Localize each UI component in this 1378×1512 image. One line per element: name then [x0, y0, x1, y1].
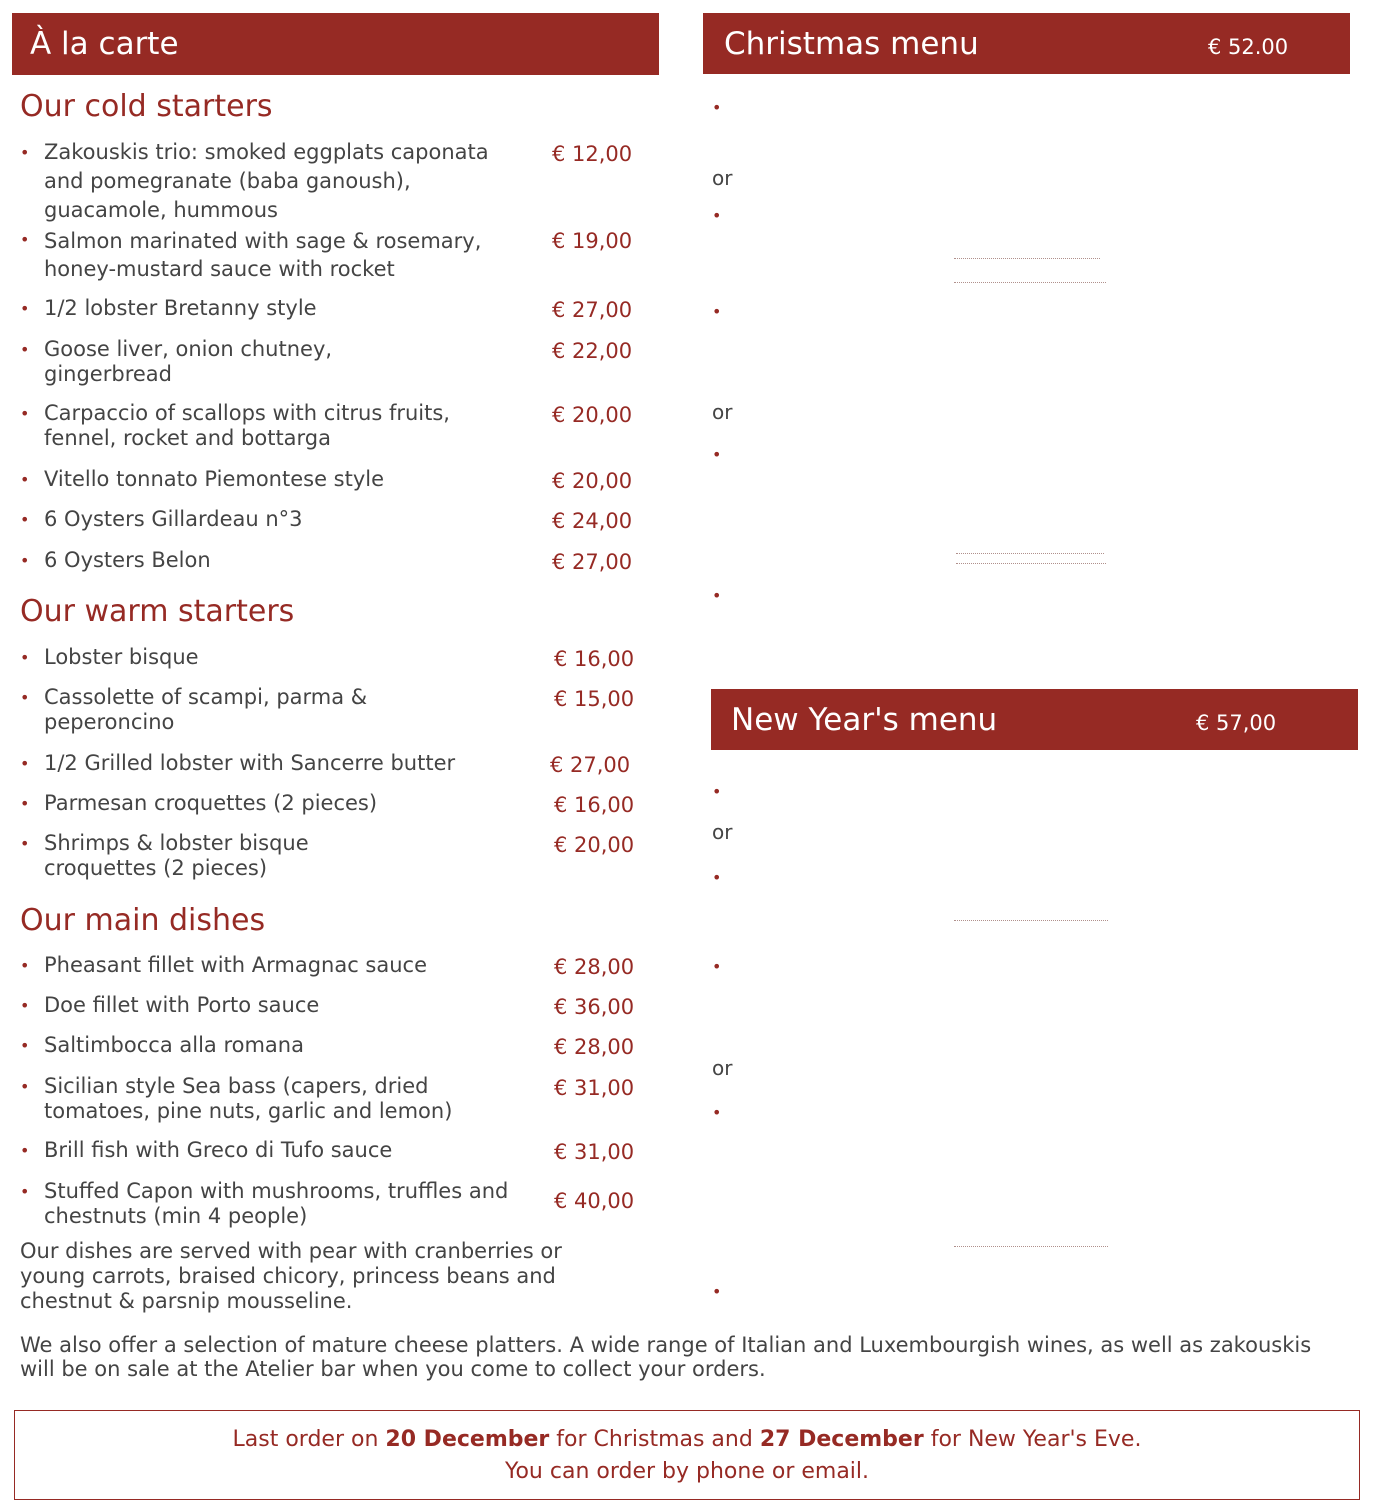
sides-note: Our dishes are served with pear with cranberries or young carrots, braised chicory, princess beans and chestnut & parsnip mousseline. [20, 1239, 562, 1313]
or-separator: or [712, 400, 733, 424]
item-price: € 40,00 [554, 1189, 635, 1213]
deadline-text: for Christmas and [549, 1427, 760, 1452]
a-la-carte-title: À la carte [30, 26, 179, 62]
new-year-menu-title: New Year's menu [731, 702, 998, 738]
item-price: € 27,00 [550, 753, 631, 777]
item-name: Brill fish with Greco di Tufo sauce [44, 1138, 393, 1162]
item-price: € 24,00 [552, 509, 633, 533]
bullet-icon: • [20, 1182, 30, 1201]
order-deadline-box [14, 1410, 1360, 1500]
bullet-icon: • [20, 230, 30, 249]
item-name: Doe fillet with Porto sauce [44, 993, 320, 1017]
item-price: € 36,00 [554, 995, 635, 1019]
new-year-menu-price: € 57,00 [1196, 711, 1277, 735]
bullet-icon: • [712, 1282, 722, 1301]
item-name: Sicilian style Sea bass (capers, dried tomatoes, pine nuts, garlic and lemon) [44, 1074, 453, 1123]
bullet-icon: • [712, 302, 722, 321]
divider [956, 563, 1106, 564]
bullet-icon: • [20, 834, 30, 853]
bullet-icon: • [20, 404, 30, 423]
new-year-menu-header [711, 689, 1358, 750]
christmas-menu-header [703, 13, 1350, 74]
order-deadline-text [15, 1429, 1359, 1451]
divider [954, 282, 1106, 283]
bullet-icon: • [20, 340, 30, 359]
item-name: Zakouskis trio: smoked eggplats caponata and pomegranate (baba ganoush), guacamole, hummous [44, 140, 489, 222]
bullet-icon: • [20, 1077, 30, 1096]
item-name: 1/2 lobster Bretanny style [44, 296, 317, 320]
bullet-icon: • [20, 1036, 30, 1055]
item-price: € 20,00 [554, 833, 635, 857]
item-price: € 19,00 [552, 229, 633, 253]
item-name: Pheasant fillet with Armagnac sauce [44, 953, 428, 977]
deadline-text: Last order on [232, 1427, 386, 1452]
bullet-icon: • [20, 688, 30, 707]
bullet-icon: • [20, 754, 30, 773]
item-name: 6 Oysters Belon [44, 548, 211, 572]
new-year-deadline-date: 27 December [759, 1427, 924, 1452]
christmas-menu-title: Christmas menu [724, 26, 979, 62]
bullet-icon: • [20, 956, 30, 975]
item-price: € 12,00 [552, 142, 633, 166]
divider [954, 1246, 1108, 1247]
bullet-icon: • [20, 648, 30, 667]
item-name: Vitello tonnato Piemontese style [44, 467, 385, 491]
bullet-icon: • [712, 957, 722, 976]
item-name: Salmon marinated with sage & rosemary, honey-mustard sauce with rocket [44, 229, 482, 281]
bullet-icon: • [712, 868, 722, 887]
bullet-icon: • [712, 98, 722, 117]
item-price: € 31,00 [554, 1076, 635, 1100]
item-name: Goose liver, onion chutney, gingerbread [44, 337, 333, 386]
cheese-note: We also offer a selection of mature cheese platters. A wide range of Italian and Luxembourgish wines, as well as zakouskis will be on sale at the Atelier bar when you come to collect your orders. [20, 1333, 1312, 1381]
divider [954, 920, 1108, 921]
item-price: € 22,00 [552, 339, 633, 363]
divider [954, 258, 1100, 259]
or-separator: or [712, 166, 733, 190]
warm-starters-heading: Our warm starters [20, 594, 295, 629]
bullet-icon: • [20, 794, 30, 813]
a-la-carte-header [12, 13, 659, 75]
item-price: € 15,00 [554, 687, 635, 711]
order-contact-text: You can order by phone or email. [504, 1459, 870, 1484]
item-name: Parmesan croquettes (2 pieces) [44, 791, 378, 815]
or-separator: or [712, 1056, 733, 1080]
item-price: € 27,00 [552, 298, 633, 322]
bullet-icon: • [20, 143, 30, 162]
bullet-icon: • [20, 299, 30, 318]
main-dishes-heading: Our main dishes [20, 903, 266, 938]
item-name: Saltimbocca alla romana [44, 1033, 304, 1057]
deadline-text: for New Year's Eve. [923, 1427, 1142, 1452]
cold-starters-heading: Our cold starters [20, 89, 273, 124]
item-name: Stuffed Capon with mushrooms, truffles and chestnuts (min 4 people) [44, 1179, 509, 1228]
bullet-icon: • [712, 782, 722, 801]
item-price: € 16,00 [554, 793, 635, 817]
bullet-icon: • [712, 206, 722, 225]
christmas-deadline-date: 20 December [385, 1427, 550, 1452]
item-name: Carpaccio of scallops with citrus fruits, fennel, rocket and bottarga [44, 401, 450, 450]
item-price: € 28,00 [554, 1035, 635, 1059]
divider [956, 553, 1104, 554]
item-name: 6 Oysters Gillardeau n°3 [44, 507, 303, 531]
item-price: € 27,00 [552, 550, 633, 574]
bullet-icon: • [20, 996, 30, 1015]
bullet-icon: • [20, 1141, 30, 1160]
item-name: Lobster bisque [44, 645, 199, 669]
bullet-icon: • [20, 551, 30, 570]
item-name: 1/2 Grilled lobster with Sancerre butter [44, 751, 456, 775]
item-price: € 20,00 [552, 469, 633, 493]
menu-item [20, 140, 660, 222]
bullet-icon: • [712, 445, 722, 464]
bullet-icon: • [20, 510, 30, 529]
item-name: Shrimps & lobster bisque croquettes (2 pieces) [44, 831, 309, 880]
or-separator: or [712, 820, 733, 844]
item-price: € 16,00 [554, 647, 635, 671]
item-price: € 20,00 [552, 403, 633, 427]
item-price: € 28,00 [554, 955, 635, 979]
item-price: € 31,00 [554, 1140, 635, 1164]
bullet-icon: • [712, 586, 722, 605]
christmas-menu-price: € 52.00 [1208, 35, 1289, 59]
bullet-icon: • [20, 470, 30, 489]
item-name: Cassolette of scampi, parma & peperoncino [44, 685, 368, 734]
bullet-icon: • [712, 1103, 722, 1122]
